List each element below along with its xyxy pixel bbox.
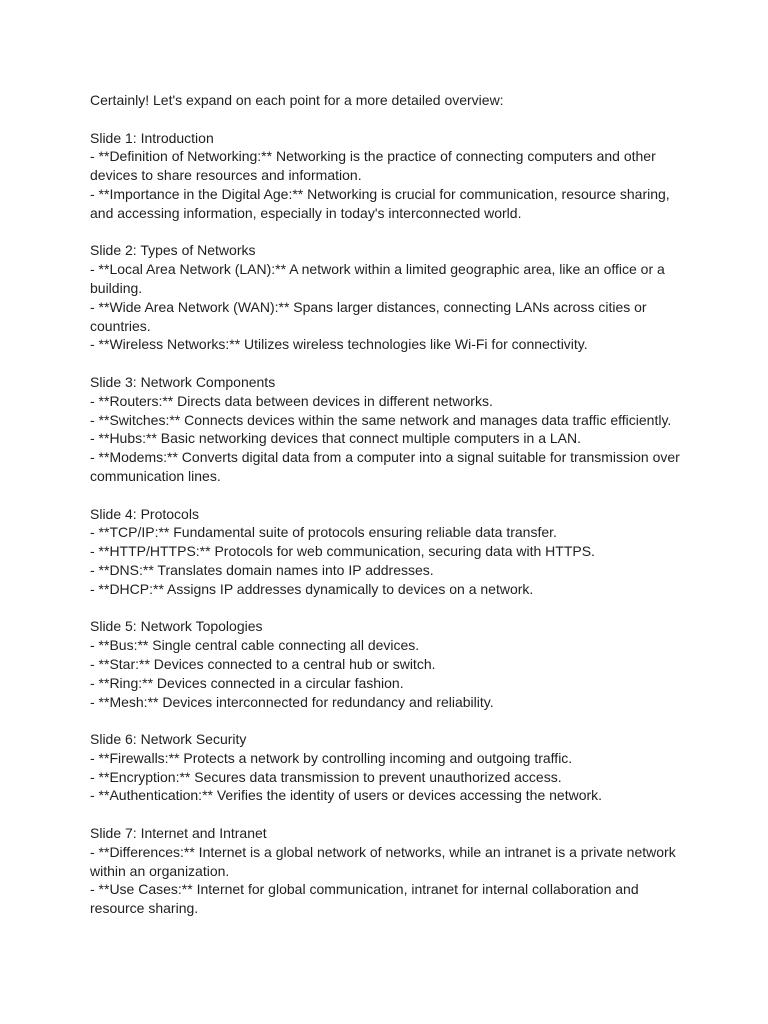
slide-section: [90, 373, 690, 486]
bullet-line: - **Firewalls:** Protects a network by controlling incoming and outgoing traffic.: [90, 749, 573, 766]
slide-heading: Slide 4: Protocols: [90, 505, 199, 522]
bullet-line: - **Bus:** Single central cable connecting all devices.: [90, 637, 420, 654]
bullet-line: - **Switches:** Connects devices within the same network and manages data traffic efficiently.: [90, 411, 672, 428]
bullet-line: - **DNS:** Translates domain names into IP addresses.: [90, 561, 434, 578]
bullet-line: - **Star:** Devices connected to a central hub or switch.: [90, 655, 436, 672]
bullet-line: - **Mesh:** Devices interconnected for redundancy and reliability.: [90, 693, 494, 710]
bullet-line: - **Local Area Network (LAN):** A network within a limited geographic area, like an office or a building.: [90, 261, 665, 296]
slide-heading: Slide 2: Types of Networks: [90, 242, 256, 259]
bullet-line: - **Definition of Networking:** Networking is the practice of connecting computers and other devices to share resources and information.: [90, 148, 656, 184]
bullet-line: - **Routers:** Directs data between devices in different networks.: [90, 392, 493, 409]
bullet-line: - **Wireless Networks:** Utilizes wireless technologies like Wi-Fi for connectivity.: [90, 336, 588, 353]
slide-heading: Slide 5: Network Topologies: [90, 618, 263, 635]
slide-heading: Slide 1: Introduction: [90, 129, 214, 146]
bullet-line: - **DHCP:** Assigns IP addresses dynamically to devices on a network.: [90, 580, 534, 597]
slide-heading: Slide 7: Internet and Intranet: [90, 825, 267, 842]
bullet-line: - **Use Cases:** Internet for global communication, intranet for internal collaboration and resource sharing.: [90, 881, 639, 917]
bullet-line: - **Authentication:** Verifies the identity of users or devices accessing the network.: [90, 787, 603, 804]
intro-text: Certainly! Let's expand on each point for a more detailed overview:: [90, 92, 504, 108]
slide-section: [90, 617, 690, 711]
bullet-line: - **Importance in the Digital Age:** Networking is crucial for communication, resource sharing, and accessing information, especially in today's interconnected world.: [90, 185, 670, 221]
slide-section: [90, 129, 690, 223]
slide-section: [90, 241, 690, 354]
slide-section: [90, 730, 690, 805]
bullet-line: - **Ring:** Devices connected in a circular fashion.: [90, 674, 404, 691]
bullet-line: - **Hubs:** Basic networking devices that connect multiple computers in a LAN.: [90, 430, 582, 447]
bullet-line: - **HTTP/HTTPS:** Protocols for web communication, securing data with HTTPS.: [90, 543, 595, 560]
document-body: [90, 91, 690, 918]
slide-section: [90, 824, 690, 918]
bullet-line: - **Modems:** Converts digital data from a computer into a signal suitable for transmission over communication lines.: [90, 449, 680, 484]
slide-heading: Slide 3: Network Components: [90, 373, 276, 390]
slide-section: [90, 505, 690, 599]
bullet-line: - **Wide Area Network (WAN):** Spans larger distances, connecting LANs across cities or countries.: [90, 298, 647, 334]
bullet-line: - **Differences:** Internet is a global network of networks, while an intranet is a private network within an organization.: [90, 843, 676, 879]
slide-heading: Slide 6: Network Security: [90, 731, 247, 748]
bullet-line: - **Encryption:** Secures data transmission to prevent unauthorized access.: [90, 768, 562, 785]
bullet-line: - **TCP/IP:** Fundamental suite of protocols ensuring reliable data transfer.: [90, 524, 557, 541]
sections-container: [90, 129, 690, 918]
